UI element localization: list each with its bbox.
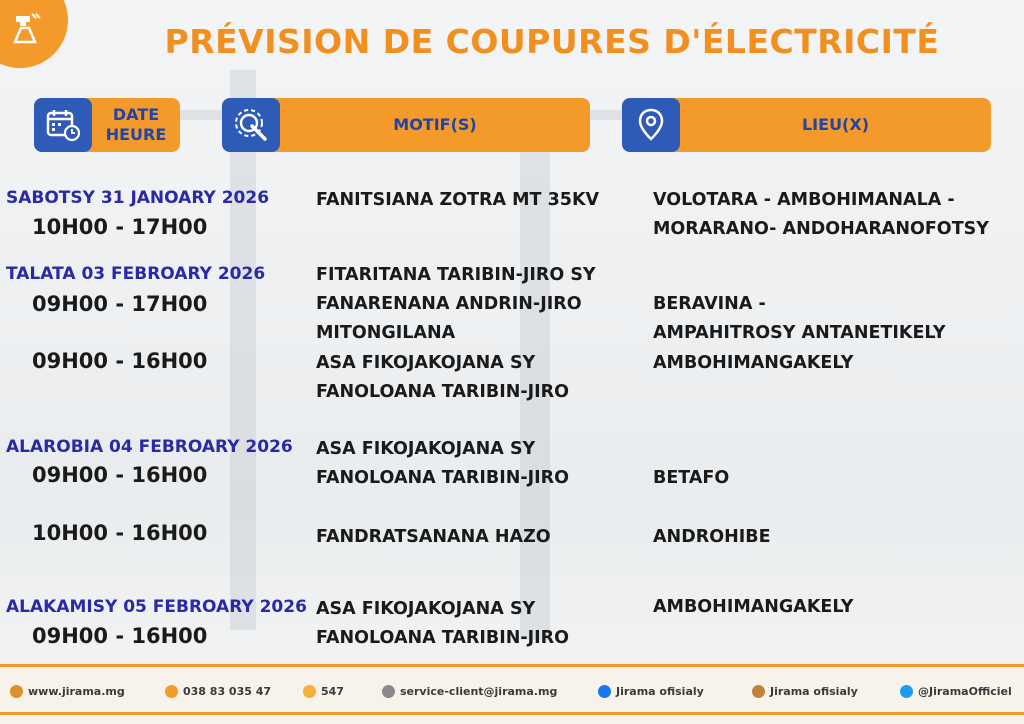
footer-instagram-text: Jirama ofisialy [770, 685, 858, 698]
footer-divider [0, 664, 1024, 667]
location-pin-icon [622, 98, 680, 152]
entry-time: 09H00 - 16H00 [32, 624, 208, 648]
background-pole [230, 70, 256, 630]
header-lieu-label: LIEU(X) [801, 115, 870, 134]
entry-time: 09H00 - 17H00 [32, 292, 208, 316]
entry-motif: FANOLOANA TARIBIN-JIRO [316, 468, 570, 488]
email-icon [382, 685, 395, 698]
gear-wrench-icon [222, 98, 280, 152]
facebook-icon [598, 685, 611, 698]
entry-day: TALATA 03 FEBROARY 2026 [6, 264, 266, 284]
phone-icon [165, 685, 178, 698]
entry-motif: ASA FIKOJAKOJANA SY [316, 353, 536, 373]
calendar-clock-icon [34, 98, 92, 152]
footer-website[interactable] [10, 685, 125, 698]
entry-lieu: MORARANO- ANDOHARANOFOTSY [653, 219, 989, 239]
entry-motif: MITONGILANA [316, 323, 456, 343]
entry-time: 10H00 - 17H00 [32, 215, 208, 239]
footer-email-text: service-client@jirama.mg [400, 685, 558, 698]
footer-shortcode-text: 547 [321, 685, 344, 698]
entry-time: 09H00 - 16H00 [32, 349, 208, 373]
header-lieu [622, 98, 991, 152]
footer-facebook-text: Jirama ofisialy [616, 685, 704, 698]
entry-lieu: AMBOHIMANGAKELY [653, 597, 854, 617]
footer-phone[interactable] [165, 685, 271, 698]
header-time-label: HEURE [105, 125, 167, 144]
entry-motif: FITARITANA TARIBIN-JIRO SY [316, 265, 596, 285]
footer-facebook[interactable] [598, 685, 704, 698]
footer-phone-text: 038 83 035 47 [183, 685, 272, 698]
footer-shortcode[interactable] [303, 685, 344, 698]
entry-motif: FANARENANA ANDRIN-JIRO [316, 294, 582, 314]
entry-lieu: AMBOHIMANGAKELY [653, 353, 854, 373]
footer-website-text: www.jirama.mg [28, 685, 125, 698]
entry-motif: ASA FIKOJAKOJANA SY [316, 439, 536, 459]
entry-lieu: VOLOTARA - AMBOHIMANALA - [653, 190, 955, 210]
footer-email[interactable] [382, 685, 557, 698]
entry-motif: FANDRATSANANA HAZO [316, 527, 551, 547]
entry-lieu: AMPAHITROSY ANTANETIKELY [653, 323, 946, 343]
twitter-icon [900, 685, 913, 698]
footer-instagram[interactable] [752, 685, 858, 698]
entry-lieu: BERAVINA - [653, 294, 766, 314]
entry-day: ALAKAMISY 05 FEBROARY 2026 [6, 597, 307, 617]
page-title: PRÉVISION DE COUPURES D'ÉLECTRICITÉ [164, 22, 940, 61]
entry-lieu: ANDROHIBE [653, 527, 771, 547]
header-motif [222, 98, 590, 152]
entry-day: SABOTSY 31 JANOARY 2026 [6, 188, 270, 208]
footer-twitter-text: @JiramaOfficiel [918, 685, 1012, 698]
entry-time: 09H00 - 16H00 [32, 463, 208, 487]
entry-day: ALAROBIA 04 FEBROARY 2026 [6, 437, 293, 457]
header-date-label: DATE [112, 105, 160, 124]
entry-motif: FANOLOANA TARIBIN-JIRO [316, 382, 570, 402]
hand-phone-icon [303, 685, 316, 698]
entry-lieu: BETAFO [653, 468, 730, 488]
entry-time: 10H00 - 16H00 [32, 521, 208, 545]
footer-divider [0, 712, 1024, 715]
entry-motif: FANITSIANA ZOTRA MT 35KV [316, 190, 600, 210]
header-date [34, 98, 180, 152]
footer-twitter[interactable] [900, 685, 1012, 698]
instagram-icon [752, 685, 765, 698]
globe-icon [10, 685, 23, 698]
entry-motif: ASA FIKOJAKOJANA SY [316, 599, 536, 619]
header-motif-label: MOTIF(S) [393, 115, 477, 134]
entry-motif: FANOLOANA TARIBIN-JIRO [316, 628, 570, 648]
